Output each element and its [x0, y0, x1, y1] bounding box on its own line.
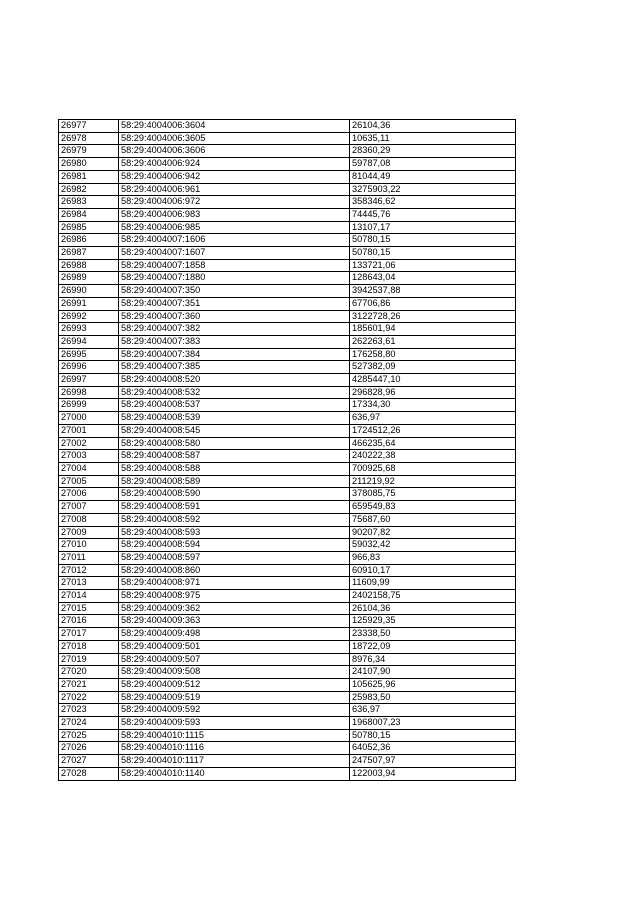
table-row	[59, 615, 516, 628]
row-number-cell: 27009	[59, 526, 119, 539]
cadastral-number-cell: 58:29:4004010:1115	[119, 729, 350, 742]
cadastral-number-cell: 58:29:4004006:924	[119, 158, 350, 171]
cadastral-number-cell: 58:29:4004008:589	[119, 475, 350, 488]
cadastral-number-cell: 58:29:4004006:3605	[119, 132, 350, 145]
table-row	[59, 348, 516, 361]
row-number-cell: 27007	[59, 501, 119, 514]
row-number-cell: 26989	[59, 272, 119, 285]
table-row	[59, 640, 516, 653]
cadastral-number-cell: 58:29:4004007:384	[119, 348, 350, 361]
row-number-cell: 27008	[59, 513, 119, 526]
row-number-cell: 26992	[59, 310, 119, 323]
row-number-cell: 27019	[59, 653, 119, 666]
row-number-cell: 26993	[59, 323, 119, 336]
table-body	[59, 120, 516, 781]
value-cell: 74445,76	[350, 208, 516, 221]
table-row	[59, 729, 516, 742]
value-cell: 10635,11	[350, 132, 516, 145]
cadastral-number-cell: 58:29:4004009:512	[119, 678, 350, 691]
table-row	[59, 501, 516, 514]
row-number-cell: 27017	[59, 628, 119, 641]
value-cell: 211219,92	[350, 475, 516, 488]
value-cell: 378085,75	[350, 488, 516, 501]
value-cell: 128643,04	[350, 272, 516, 285]
table-row	[59, 132, 516, 145]
row-number-cell: 26998	[59, 386, 119, 399]
cadastral-number-cell: 58:29:4004006:961	[119, 183, 350, 196]
cadastral-number-cell: 58:29:4004010:1117	[119, 755, 350, 768]
row-number-cell: 27003	[59, 450, 119, 463]
value-cell: 262263,61	[350, 335, 516, 348]
table-row	[59, 297, 516, 310]
value-cell: 11609,99	[350, 577, 516, 590]
value-cell: 700925,68	[350, 462, 516, 475]
row-number-cell: 26987	[59, 247, 119, 260]
row-number-cell: 26980	[59, 158, 119, 171]
cadastral-number-cell: 58:29:4004007:383	[119, 335, 350, 348]
cadastral-number-cell: 58:29:4004007:1858	[119, 259, 350, 272]
cadastral-number-cell: 58:29:4004008:860	[119, 564, 350, 577]
row-number-cell: 27013	[59, 577, 119, 590]
cadastral-number-cell: 58:29:4004008:597	[119, 551, 350, 564]
cadastral-number-cell: 58:29:4004010:1140	[119, 767, 350, 780]
data-table	[58, 119, 516, 781]
row-number-cell: 27006	[59, 488, 119, 501]
row-number-cell: 27023	[59, 704, 119, 717]
table-row	[59, 374, 516, 387]
cadastral-number-cell: 58:29:4004007:350	[119, 285, 350, 298]
value-cell: 636,97	[350, 412, 516, 425]
table-row	[59, 717, 516, 730]
cadastral-number-cell: 58:29:4004008:580	[119, 437, 350, 450]
cadastral-number-cell: 58:29:4004008:588	[119, 462, 350, 475]
row-number-cell: 26986	[59, 234, 119, 247]
cadastral-number-cell: 58:29:4004008:592	[119, 513, 350, 526]
table-row	[59, 183, 516, 196]
table-row	[59, 628, 516, 641]
cadastral-number-cell: 58:29:4004007:385	[119, 361, 350, 374]
value-cell: 59787,08	[350, 158, 516, 171]
table-row	[59, 399, 516, 412]
cadastral-number-cell: 58:29:4004008:591	[119, 501, 350, 514]
row-number-cell: 26997	[59, 374, 119, 387]
cadastral-number-cell: 58:29:4004008:975	[119, 590, 350, 603]
row-number-cell: 27014	[59, 590, 119, 603]
cadastral-number-cell: 58:29:4004006:983	[119, 208, 350, 221]
table-row	[59, 145, 516, 158]
cadastral-number-cell: 58:29:4004008:537	[119, 399, 350, 412]
cadastral-number-cell: 58:29:4004008:590	[119, 488, 350, 501]
value-cell: 133721,06	[350, 259, 516, 272]
cadastral-number-cell: 58:29:4004008:520	[119, 374, 350, 387]
row-number-cell: 27010	[59, 539, 119, 552]
row-number-cell: 26994	[59, 335, 119, 348]
table-row	[59, 208, 516, 221]
row-number-cell: 26982	[59, 183, 119, 196]
row-number-cell: 26991	[59, 297, 119, 310]
table-row	[59, 488, 516, 501]
value-cell: 176258,80	[350, 348, 516, 361]
table-row	[59, 221, 516, 234]
value-cell: 240222,38	[350, 450, 516, 463]
row-number-cell: 26999	[59, 399, 119, 412]
cadastral-number-cell: 58:29:4004006:3604	[119, 120, 350, 133]
value-cell: 50780,15	[350, 247, 516, 260]
row-number-cell: 27027	[59, 755, 119, 768]
table-row	[59, 678, 516, 691]
value-cell: 26104,36	[350, 602, 516, 615]
cadastral-number-cell: 58:29:4004009:501	[119, 640, 350, 653]
table-row	[59, 539, 516, 552]
value-cell: 966,83	[350, 551, 516, 564]
row-number-cell: 27020	[59, 666, 119, 679]
value-cell: 4285447,10	[350, 374, 516, 387]
value-cell: 81044,49	[350, 170, 516, 183]
table-row	[59, 335, 516, 348]
row-number-cell: 27015	[59, 602, 119, 615]
value-cell: 3942537,88	[350, 285, 516, 298]
cadastral-number-cell: 58:29:4004009:507	[119, 653, 350, 666]
cadastral-number-cell: 58:29:4004008:532	[119, 386, 350, 399]
cadastral-number-cell: 58:29:4004006:985	[119, 221, 350, 234]
cadastral-number-cell: 58:29:4004009:498	[119, 628, 350, 641]
value-cell: 18722,09	[350, 640, 516, 653]
cadastral-number-cell: 58:29:4004006:942	[119, 170, 350, 183]
cadastral-number-cell: 58:29:4004009:508	[119, 666, 350, 679]
value-cell: 64052,36	[350, 742, 516, 755]
value-cell: 185601,94	[350, 323, 516, 336]
value-cell: 125929,35	[350, 615, 516, 628]
table-row	[59, 361, 516, 374]
row-number-cell: 26979	[59, 145, 119, 158]
row-number-cell: 27022	[59, 691, 119, 704]
value-cell: 8976,34	[350, 653, 516, 666]
cadastral-number-cell: 58:29:4004007:382	[119, 323, 350, 336]
cadastral-number-cell: 58:29:4004008:593	[119, 526, 350, 539]
table-row	[59, 450, 516, 463]
value-cell: 659549,83	[350, 501, 516, 514]
row-number-cell: 27024	[59, 717, 119, 730]
table-row	[59, 386, 516, 399]
row-number-cell: 27002	[59, 437, 119, 450]
cadastral-number-cell: 58:29:4004006:972	[119, 196, 350, 209]
row-number-cell: 26984	[59, 208, 119, 221]
cadastral-number-cell: 58:29:4004007:1606	[119, 234, 350, 247]
value-cell: 50780,15	[350, 234, 516, 247]
row-number-cell: 26981	[59, 170, 119, 183]
row-number-cell: 27025	[59, 729, 119, 742]
table-row	[59, 475, 516, 488]
row-number-cell: 27011	[59, 551, 119, 564]
row-number-cell: 27004	[59, 462, 119, 475]
value-cell: 90207,82	[350, 526, 516, 539]
table-row	[59, 412, 516, 425]
table-row	[59, 742, 516, 755]
table-row	[59, 513, 516, 526]
table-row	[59, 691, 516, 704]
row-number-cell: 26985	[59, 221, 119, 234]
cadastral-number-cell: 58:29:4004007:1880	[119, 272, 350, 285]
cadastral-number-cell: 58:29:4004007:360	[119, 310, 350, 323]
row-number-cell: 27001	[59, 424, 119, 437]
cadastral-number-cell: 58:29:4004009:363	[119, 615, 350, 628]
table-row	[59, 602, 516, 615]
value-cell: 105625,96	[350, 678, 516, 691]
value-cell: 67706,86	[350, 297, 516, 310]
value-cell: 26104,36	[350, 120, 516, 133]
table-row	[59, 196, 516, 209]
cadastral-number-cell: 58:29:4004007:1607	[119, 247, 350, 260]
value-cell: 636,97	[350, 704, 516, 717]
row-number-cell: 26996	[59, 361, 119, 374]
table-row	[59, 526, 516, 539]
row-number-cell: 26983	[59, 196, 119, 209]
value-cell: 13107,17	[350, 221, 516, 234]
value-cell: 1724512,26	[350, 424, 516, 437]
table-row	[59, 755, 516, 768]
value-cell: 24107,90	[350, 666, 516, 679]
row-number-cell: 26977	[59, 120, 119, 133]
table-row	[59, 272, 516, 285]
row-number-cell: 26990	[59, 285, 119, 298]
table-row	[59, 704, 516, 717]
value-cell: 75687,60	[350, 513, 516, 526]
row-number-cell: 27016	[59, 615, 119, 628]
table-row	[59, 767, 516, 780]
table-row	[59, 120, 516, 133]
value-cell: 122003,94	[350, 767, 516, 780]
value-cell: 466235,64	[350, 437, 516, 450]
row-number-cell: 26978	[59, 132, 119, 145]
cadastral-number-cell: 58:29:4004009:362	[119, 602, 350, 615]
cadastral-number-cell: 58:29:4004008:594	[119, 539, 350, 552]
table-row	[59, 323, 516, 336]
table-row	[59, 653, 516, 666]
cadastral-number-cell: 58:29:4004010:1116	[119, 742, 350, 755]
value-cell: 23338,50	[350, 628, 516, 641]
table-row	[59, 564, 516, 577]
table-row	[59, 158, 516, 171]
row-number-cell: 27026	[59, 742, 119, 755]
value-cell: 3275903,22	[350, 183, 516, 196]
value-cell: 50780,15	[350, 729, 516, 742]
value-cell: 358346,62	[350, 196, 516, 209]
row-number-cell: 26988	[59, 259, 119, 272]
value-cell: 527382,09	[350, 361, 516, 374]
value-cell: 28360,29	[350, 145, 516, 158]
table-row	[59, 437, 516, 450]
cadastral-number-cell: 58:29:4004008:545	[119, 424, 350, 437]
cadastral-number-cell: 58:29:4004009:593	[119, 717, 350, 730]
cadastral-number-cell: 58:29:4004009:519	[119, 691, 350, 704]
value-cell: 60910,17	[350, 564, 516, 577]
row-number-cell: 27028	[59, 767, 119, 780]
value-cell: 296828,96	[350, 386, 516, 399]
row-number-cell: 26995	[59, 348, 119, 361]
cadastral-number-cell: 58:29:4004008:539	[119, 412, 350, 425]
table-row	[59, 577, 516, 590]
table-row	[59, 247, 516, 260]
cadastral-number-cell: 58:29:4004006:3606	[119, 145, 350, 158]
table-row	[59, 310, 516, 323]
value-cell: 1968007,23	[350, 717, 516, 730]
row-number-cell: 27018	[59, 640, 119, 653]
table-row	[59, 234, 516, 247]
row-number-cell: 27021	[59, 678, 119, 691]
cadastral-number-cell: 58:29:4004008:971	[119, 577, 350, 590]
value-cell: 17334,30	[350, 399, 516, 412]
table-row	[59, 551, 516, 564]
row-number-cell: 27005	[59, 475, 119, 488]
row-number-cell: 27012	[59, 564, 119, 577]
table-row	[59, 170, 516, 183]
cadastral-number-cell: 58:29:4004007:351	[119, 297, 350, 310]
table-row	[59, 462, 516, 475]
cadastral-number-cell: 58:29:4004008:587	[119, 450, 350, 463]
table-row	[59, 666, 516, 679]
table-row	[59, 259, 516, 272]
value-cell: 2402158,75	[350, 590, 516, 603]
value-cell: 247507,97	[350, 755, 516, 768]
value-cell: 3122728,26	[350, 310, 516, 323]
table-row	[59, 285, 516, 298]
table-row	[59, 590, 516, 603]
row-number-cell: 27000	[59, 412, 119, 425]
table-row	[59, 424, 516, 437]
cadastral-number-cell: 58:29:4004009:592	[119, 704, 350, 717]
value-cell: 25983,50	[350, 691, 516, 704]
value-cell: 59032,42	[350, 539, 516, 552]
